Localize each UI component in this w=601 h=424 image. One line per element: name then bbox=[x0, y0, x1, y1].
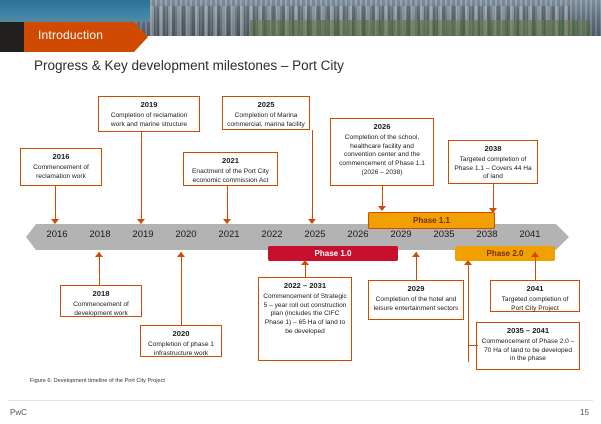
milestone-2025-year: 2025 bbox=[257, 100, 275, 109]
milestone-2018-text: Commencement of development work bbox=[73, 301, 129, 317]
connector-2020 bbox=[181, 252, 182, 325]
connector-2035-2041-arrow bbox=[464, 260, 472, 265]
connector-2035-2041-h bbox=[468, 345, 478, 346]
footer-page-number: 15 bbox=[580, 408, 589, 417]
milestone-2020-text: Completion of phase 1 infrastructure work bbox=[148, 341, 214, 357]
milestone-2016-year: 2016 bbox=[52, 152, 70, 161]
milestone-2041 bbox=[490, 280, 580, 312]
milestone-2020 bbox=[140, 325, 222, 357]
milestone-2022-2031-text: Commencement of Strategic 5 – year roll out construction plan (includes the CIFC Phase 1) – 65 Ha of land to be developed bbox=[263, 293, 347, 335]
milestone-2021-year: 2021 bbox=[222, 156, 239, 165]
milestone-2035-2041-year: 2035 – 2041 bbox=[506, 326, 550, 335]
milestone-2026 bbox=[330, 118, 434, 186]
timeline-year-2019: 2019 bbox=[132, 229, 154, 240]
connector-2026-arrow bbox=[378, 206, 386, 211]
connector-2025-arrow bbox=[308, 219, 316, 224]
milestone-2026-year: 2026 bbox=[373, 122, 391, 131]
milestone-2035-2041-text: Commencement of Phase 2.0 – 70 Ha of land to be developed in the phase bbox=[481, 338, 575, 363]
timeline-year-2018: 2018 bbox=[89, 229, 111, 240]
timeline-year-2026: 2026 bbox=[347, 229, 369, 240]
timeline-year-2025: 2025 bbox=[304, 229, 326, 240]
milestone-2038 bbox=[448, 140, 538, 184]
connector-2038-arrow bbox=[489, 208, 497, 213]
milestone-2022-2031-year: 2022 – 2031 bbox=[283, 281, 327, 290]
milestone-2018 bbox=[60, 285, 142, 317]
timeline-year-2022: 2022 bbox=[261, 229, 283, 240]
milestone-2016-text: Commencement of reclamation work bbox=[33, 164, 89, 180]
milestone-2020-year: 2020 bbox=[172, 329, 190, 338]
milestone-2026-text: Completion of the school, healthcare facility and convention center and the commencement of Phase 1.1 (2026 – 2038) bbox=[339, 134, 425, 176]
connector-2041-arrow bbox=[531, 252, 539, 257]
milestone-2035-2041 bbox=[476, 322, 580, 370]
timeline-year-2016: 2016 bbox=[46, 229, 68, 240]
banner-greenery bbox=[250, 20, 590, 36]
milestone-2029 bbox=[368, 280, 464, 320]
connector-2020-arrow bbox=[177, 252, 185, 257]
connector-2025 bbox=[312, 130, 313, 222]
figure-caption: Figure 6: Development timeline of the Port City Project bbox=[30, 378, 165, 384]
timeline-year-2041: 2041 bbox=[519, 229, 541, 240]
timeline-year-2020: 2020 bbox=[175, 229, 197, 240]
milestone-2029-year: 2029 bbox=[407, 284, 425, 293]
timeline-year-2035: 2035 bbox=[433, 229, 455, 240]
timeline-year-2029: 2029 bbox=[390, 229, 412, 240]
phase-bar-1-0: Phase 1.0 bbox=[268, 246, 398, 261]
milestone-2025-text: Completion of Marina commercial, marina facility bbox=[227, 112, 305, 128]
milestone-2022-2031 bbox=[258, 277, 352, 361]
milestone-2019-year: 2019 bbox=[140, 100, 158, 109]
milestone-2021-text: Enactment of the Port City economic commission Act bbox=[192, 168, 269, 184]
connector-2019-arrow bbox=[137, 219, 145, 224]
milestone-2038-text: Targeted completion of Phase 1.1 – Covers 44 Ha of land bbox=[454, 156, 532, 181]
connector-2021-arrow bbox=[223, 219, 231, 224]
connector-2019 bbox=[141, 132, 142, 222]
footer-divider bbox=[8, 400, 593, 401]
footer-brand: PwC bbox=[10, 408, 27, 417]
connector-2016 bbox=[55, 186, 56, 222]
connector-2035-2041 bbox=[468, 262, 469, 362]
milestone-2018-year: 2018 bbox=[92, 289, 110, 298]
milestone-2019 bbox=[98, 96, 200, 132]
page-title: Progress & Key development milestones – Port City bbox=[34, 58, 344, 73]
milestone-2016 bbox=[20, 148, 102, 186]
section-banner bbox=[0, 22, 300, 52]
milestone-2029-text: Completion of the hotel and leisure entertainment sectors bbox=[373, 296, 459, 312]
timeline-year-2021: 2021 bbox=[218, 229, 240, 240]
milestone-2041-year: 2041 bbox=[526, 284, 544, 293]
milestone-2021 bbox=[183, 152, 278, 186]
connector-2018-arrow bbox=[95, 252, 103, 257]
phase-bar-1-1: Phase 1.1 bbox=[368, 212, 495, 229]
connector-2021 bbox=[227, 186, 228, 222]
timeline-year-2038: 2038 bbox=[476, 229, 498, 240]
section-label: Introduction bbox=[38, 28, 104, 42]
connector-2022-2031-arrow bbox=[301, 260, 309, 265]
connector-2016-arrow bbox=[51, 219, 59, 224]
milestone-2038-year: 2038 bbox=[484, 144, 502, 153]
milestone-2025 bbox=[222, 96, 310, 130]
milestone-2019-text: Completion of reclamation work and marine structure bbox=[110, 112, 188, 128]
milestone-2041-text: Targeted completion of Port City Project bbox=[501, 296, 569, 312]
banner-water bbox=[0, 0, 150, 22]
connector-2029-arrow bbox=[412, 252, 420, 257]
phase-bar-2-0: Phase 2.0 bbox=[455, 246, 555, 261]
